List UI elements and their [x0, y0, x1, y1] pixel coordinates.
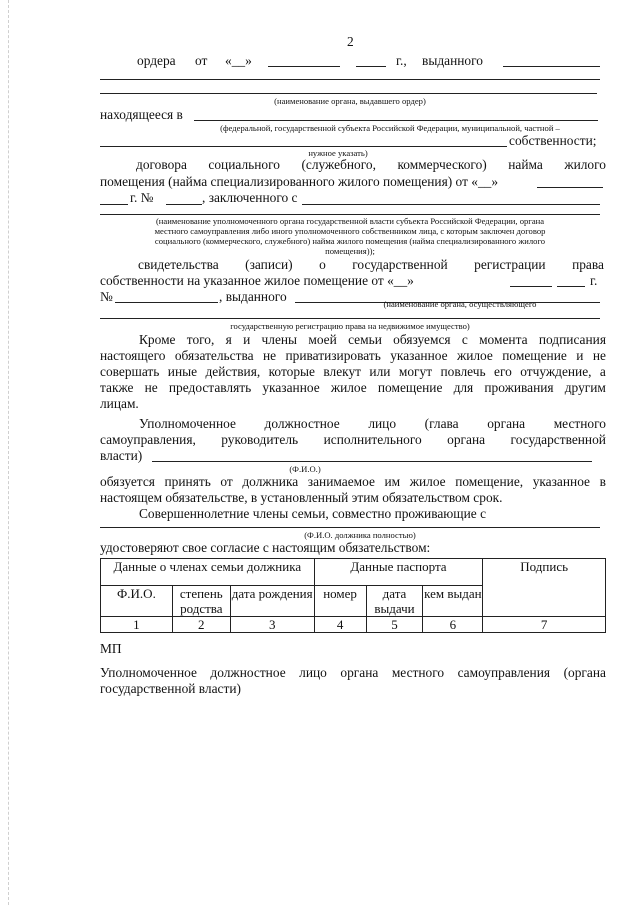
word: момента [479, 332, 528, 347]
obliges-line-1 [100, 474, 606, 490]
commit-line-1 [139, 332, 606, 348]
cert-line-2: собственности на указанное жилое помещение от «__» [100, 273, 414, 288]
col-fio: Ф.И.О. [101, 586, 173, 617]
word: в [599, 474, 606, 489]
contract-date-blank [537, 187, 603, 188]
word: самоуправления [457, 665, 551, 680]
word: для [453, 380, 474, 395]
caption-authority-1: (наименование уполномоченного органа государственной власти субъекта Российской Федерации, органа [155, 216, 545, 226]
word: настоящего [100, 348, 166, 363]
caption-order-org: (наименование органа, выдавшего ордер) [274, 96, 426, 106]
group-passport-header: Данные паспорта [314, 559, 483, 586]
caption-debtor-fio: (Ф.И.О. должника полностью) [304, 530, 416, 540]
word: и [243, 332, 251, 347]
word: органа [340, 665, 379, 680]
word: влекут [323, 364, 362, 379]
commit-line-5: лицам. [100, 396, 139, 411]
word: а [599, 364, 606, 379]
word: (органа [563, 665, 606, 680]
official-line-2 [100, 432, 606, 448]
contract-month-blank [100, 204, 128, 205]
footer-line-2: государственной власти) [100, 681, 241, 696]
word: подписания [538, 332, 606, 347]
located-label: находящееся в [100, 107, 183, 122]
caption-authority-2: местного самоуправления либо иного уполномоченного собственником лица, с которым заключен договор [154, 226, 546, 236]
word: предоставлять [168, 380, 252, 395]
blank-line [100, 93, 597, 94]
contract-line-2: помещения (найма специализированного жилого помещения) от «__» [100, 174, 499, 189]
blank-line [100, 318, 600, 319]
word: лицо [299, 665, 327, 680]
word: помещение, [455, 474, 524, 489]
word: Кроме [139, 332, 176, 347]
word: проживания [484, 380, 554, 395]
cert-number-label: № [100, 289, 113, 304]
year-label: г., [396, 53, 407, 68]
word: повлечь [440, 364, 486, 379]
cert-number-blank [115, 302, 218, 303]
located-blank [194, 120, 598, 121]
word: с [461, 332, 468, 347]
word: должностное [210, 665, 286, 680]
concluded-label: , заключенного с [202, 190, 298, 205]
col-number: номер [314, 586, 366, 617]
word: (глава [424, 416, 459, 431]
word: его [494, 364, 512, 379]
official-fio-blank [152, 461, 592, 462]
obliges-line-2: настоящем обязательстве, в установленный этим обязательством срок. [100, 490, 503, 505]
cert-line-1 [138, 257, 604, 273]
caption-authority-3: социального (коммерческого, служебного) найма жилого помещения (найма специализированного жилого [154, 236, 546, 246]
word: иные [167, 364, 198, 379]
word: местного [553, 416, 606, 431]
word: указанное [262, 380, 320, 395]
caption-fio: (Ф.И.О.) [289, 464, 321, 474]
word: также [100, 380, 134, 395]
from-label: от [195, 53, 208, 68]
word: обязательства [174, 348, 254, 363]
col-num-5: 5 [366, 617, 423, 633]
word: Уполномоченное [139, 416, 236, 431]
footer-line-1 [100, 665, 606, 681]
group-family-header: Данные о членах семьи должника [101, 559, 315, 586]
word: члены [261, 332, 298, 347]
word: социального [208, 157, 280, 172]
word: регистрации [474, 257, 546, 272]
signature-header: Подпись [483, 559, 606, 617]
col-num-1: 1 [101, 617, 173, 633]
word: другим [564, 380, 606, 395]
word: договора [136, 157, 187, 172]
commit-line-3 [100, 364, 606, 380]
word: семьи [348, 332, 382, 347]
ownership-tail: собственности; [509, 133, 597, 148]
word: могут [398, 364, 433, 379]
month-blank [268, 66, 340, 67]
word: жилое [456, 348, 493, 363]
cert-year-blank [557, 286, 585, 287]
word: того, [186, 332, 215, 347]
word: действия, [205, 364, 261, 379]
commit-line-2 [100, 348, 606, 364]
word: помещение [377, 380, 443, 395]
word: указанное [532, 474, 590, 489]
contract-line-1 [136, 157, 606, 173]
word: органа [487, 416, 526, 431]
word: занимаемое [307, 474, 375, 489]
word: я [225, 332, 232, 347]
word: о [319, 257, 326, 272]
word: обязуемся [393, 332, 451, 347]
word: найма [508, 157, 543, 172]
concluded-blank [302, 204, 600, 205]
col-issue-date: дата выдачи [366, 586, 423, 617]
col-num-3: 3 [230, 617, 314, 633]
contract-number-label: г. № [130, 190, 154, 205]
word: моей [308, 332, 337, 347]
word: жилого [564, 157, 606, 172]
col-num-7: 7 [483, 617, 606, 633]
word: обязуется [100, 474, 155, 489]
word: им [384, 474, 401, 489]
caption-authority-4: помещения)); [325, 246, 375, 256]
caption-specify: нужное указать) [308, 148, 368, 158]
debtor-fio-blank [100, 527, 600, 528]
caption-reg-org-2: государственную регистрацию права на недвижимое имущество) [230, 321, 470, 331]
family-members-table [100, 558, 606, 633]
cert-year-label: г. [590, 273, 598, 288]
year-blank [356, 66, 386, 67]
word: жилое [330, 380, 367, 395]
word: отчуждение, [520, 364, 592, 379]
official-line-1 [139, 416, 606, 432]
word: указанное [390, 348, 448, 363]
word: исполнительного [323, 432, 422, 447]
col-num-6: 6 [423, 617, 483, 633]
cert-issued-label: , выданного [219, 289, 287, 304]
col-num-4: 4 [314, 617, 366, 633]
word: свидетельства [138, 257, 219, 272]
word: руководитель [221, 432, 299, 447]
caption-reg-org-1: (наименование органа, осуществляющего [383, 299, 537, 309]
word: совершать [100, 364, 160, 379]
word: права [572, 257, 604, 272]
cert-month-blank [510, 286, 552, 287]
ownership-blank [100, 146, 507, 147]
word: и [576, 348, 584, 363]
caption-ownership: (федеральной, государственной субъекта Российской Федерации, муниципальной, частной – [220, 123, 560, 133]
word: не [262, 348, 277, 363]
order-label: ордера [137, 53, 176, 68]
word: помещение [502, 348, 567, 363]
word: должника [242, 474, 299, 489]
commit-line-4 [100, 380, 606, 396]
blank-line [100, 79, 600, 80]
word: Уполномоченное [100, 665, 197, 680]
word: должностное [264, 416, 340, 431]
word: лицо [368, 416, 397, 431]
col-issued-by: кем выдан [423, 586, 483, 617]
word: приватизировать [285, 348, 381, 363]
issued-label: выданного [422, 53, 483, 68]
word: или [369, 364, 391, 379]
scan-edge [8, 0, 10, 905]
seal-mark: МП [100, 641, 122, 656]
contract-number-blank [166, 204, 202, 205]
word: государственной [510, 432, 606, 447]
adult-members: Совершеннолетние члены семьи, совместно проживающие с [139, 506, 487, 521]
word: (служебного, [301, 157, 376, 172]
word: не [592, 348, 606, 363]
word: от [220, 474, 233, 489]
word: местного [391, 665, 445, 680]
col-relation: степень родства [172, 586, 230, 617]
issued-blank [503, 66, 600, 67]
word: государственной [352, 257, 448, 272]
col-num-2: 2 [172, 617, 230, 633]
word: органа [447, 432, 486, 447]
date-quote: «__» [225, 53, 252, 68]
word: самоуправления, [100, 432, 196, 447]
blank-line [100, 214, 600, 215]
consent-text: удостоверяют свое согласие с настоящим обязательством: [100, 540, 431, 555]
page-number: 2 [347, 34, 354, 49]
word: которые [268, 364, 315, 379]
col-birthdate: дата рождения [230, 586, 314, 617]
word: принять [164, 474, 211, 489]
word: (записи) [245, 257, 293, 272]
word: коммерческого) [397, 157, 487, 172]
word: жилое [409, 474, 446, 489]
official-line-3: власти) [100, 448, 143, 463]
word: не [144, 380, 158, 395]
